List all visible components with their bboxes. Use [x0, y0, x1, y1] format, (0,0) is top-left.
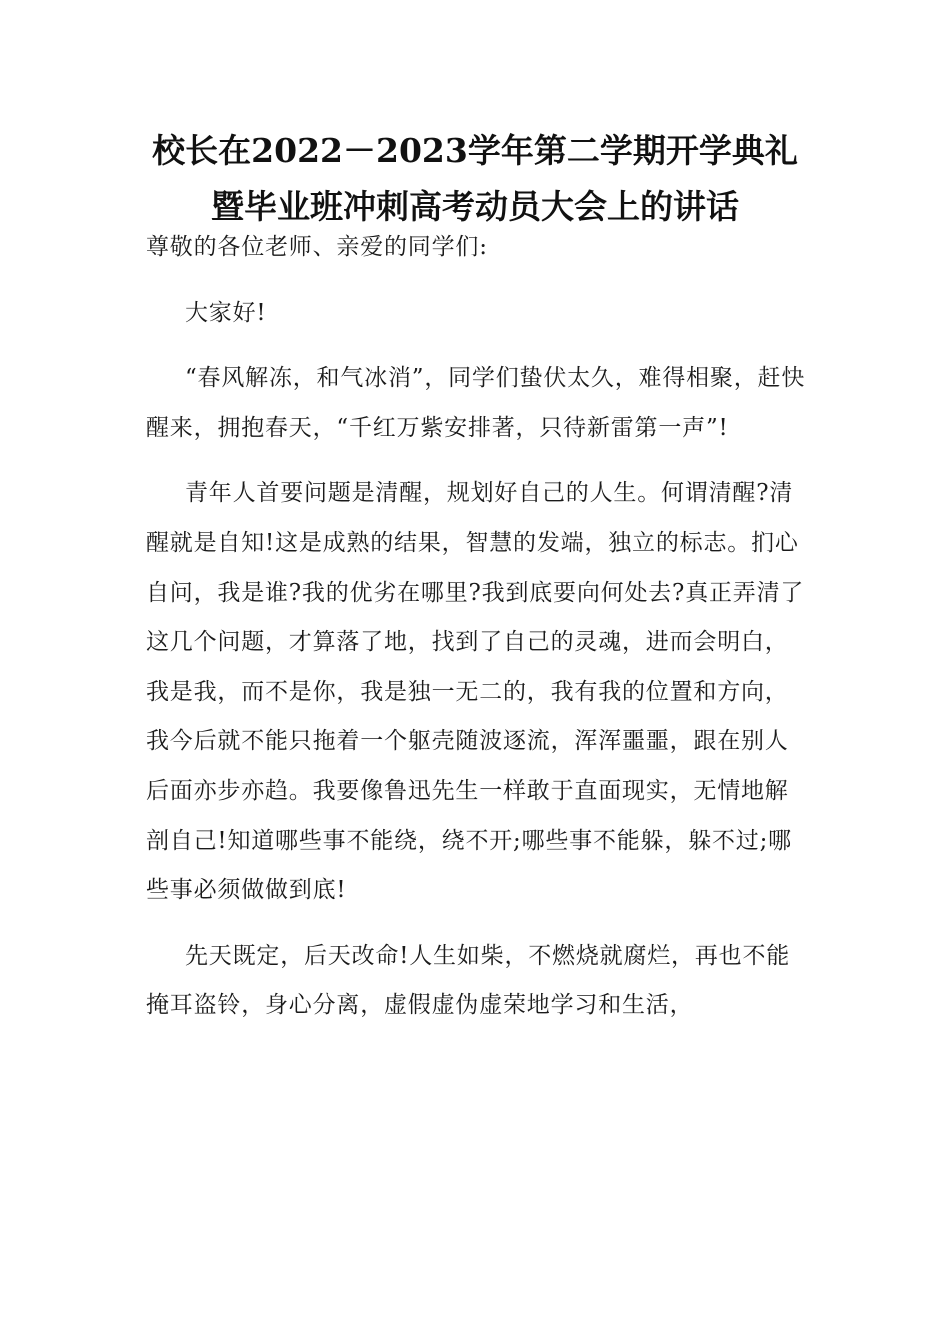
document-body	[146, 223, 810, 1047]
salutation: 尊敬的各位老师、亲爱的同学们:	[146, 234, 488, 260]
paragraph: 先天既定，后天改命!人生如柴，不燃烧就腐烂，再也不能掩耳盗铃，身心分离，虚假虚伪虚荣地学习和生活，	[146, 942, 791, 1019]
paragraph: 青年人首要问题是清醒，规划好自己的人生。何谓清醒?清醒就是自知!这是成熟的结果，智慧的发端，独立的标志。扪心自问，我是谁?我的优劣在哪里?我到底要向何处去?真正弄清了这几个问题，才算落了地，找到了自己的灵魂，进而会明白，我是我，而不是你，我是独一无二的，我有我的位置和方向，我今后就不能只拖着一个躯壳随波逐流，浑浑噩噩，跟在别人后面亦步亦趋。我要像鲁迅先生一样敢于直面现实，无情地解剖自己!知道哪些事不能绕，绕不开;哪些事不能躲，躲不过;哪些事必须做做到底!	[146, 480, 805, 904]
paragraph: “春风解冻，和气冰消”，同学们蛰伏太久，难得相聚，赶快醒来，拥抱春天，“千红万紫安排著，只待新雷第一声”!	[146, 365, 806, 441]
greeting: 大家好!	[185, 299, 267, 326]
document-title-line-1: 校长在2022－2023学年第二学期开学典礼	[152, 131, 798, 170]
document-title-line-2: 暨毕业班冲刺高考动员大会上的讲话	[211, 187, 739, 226]
